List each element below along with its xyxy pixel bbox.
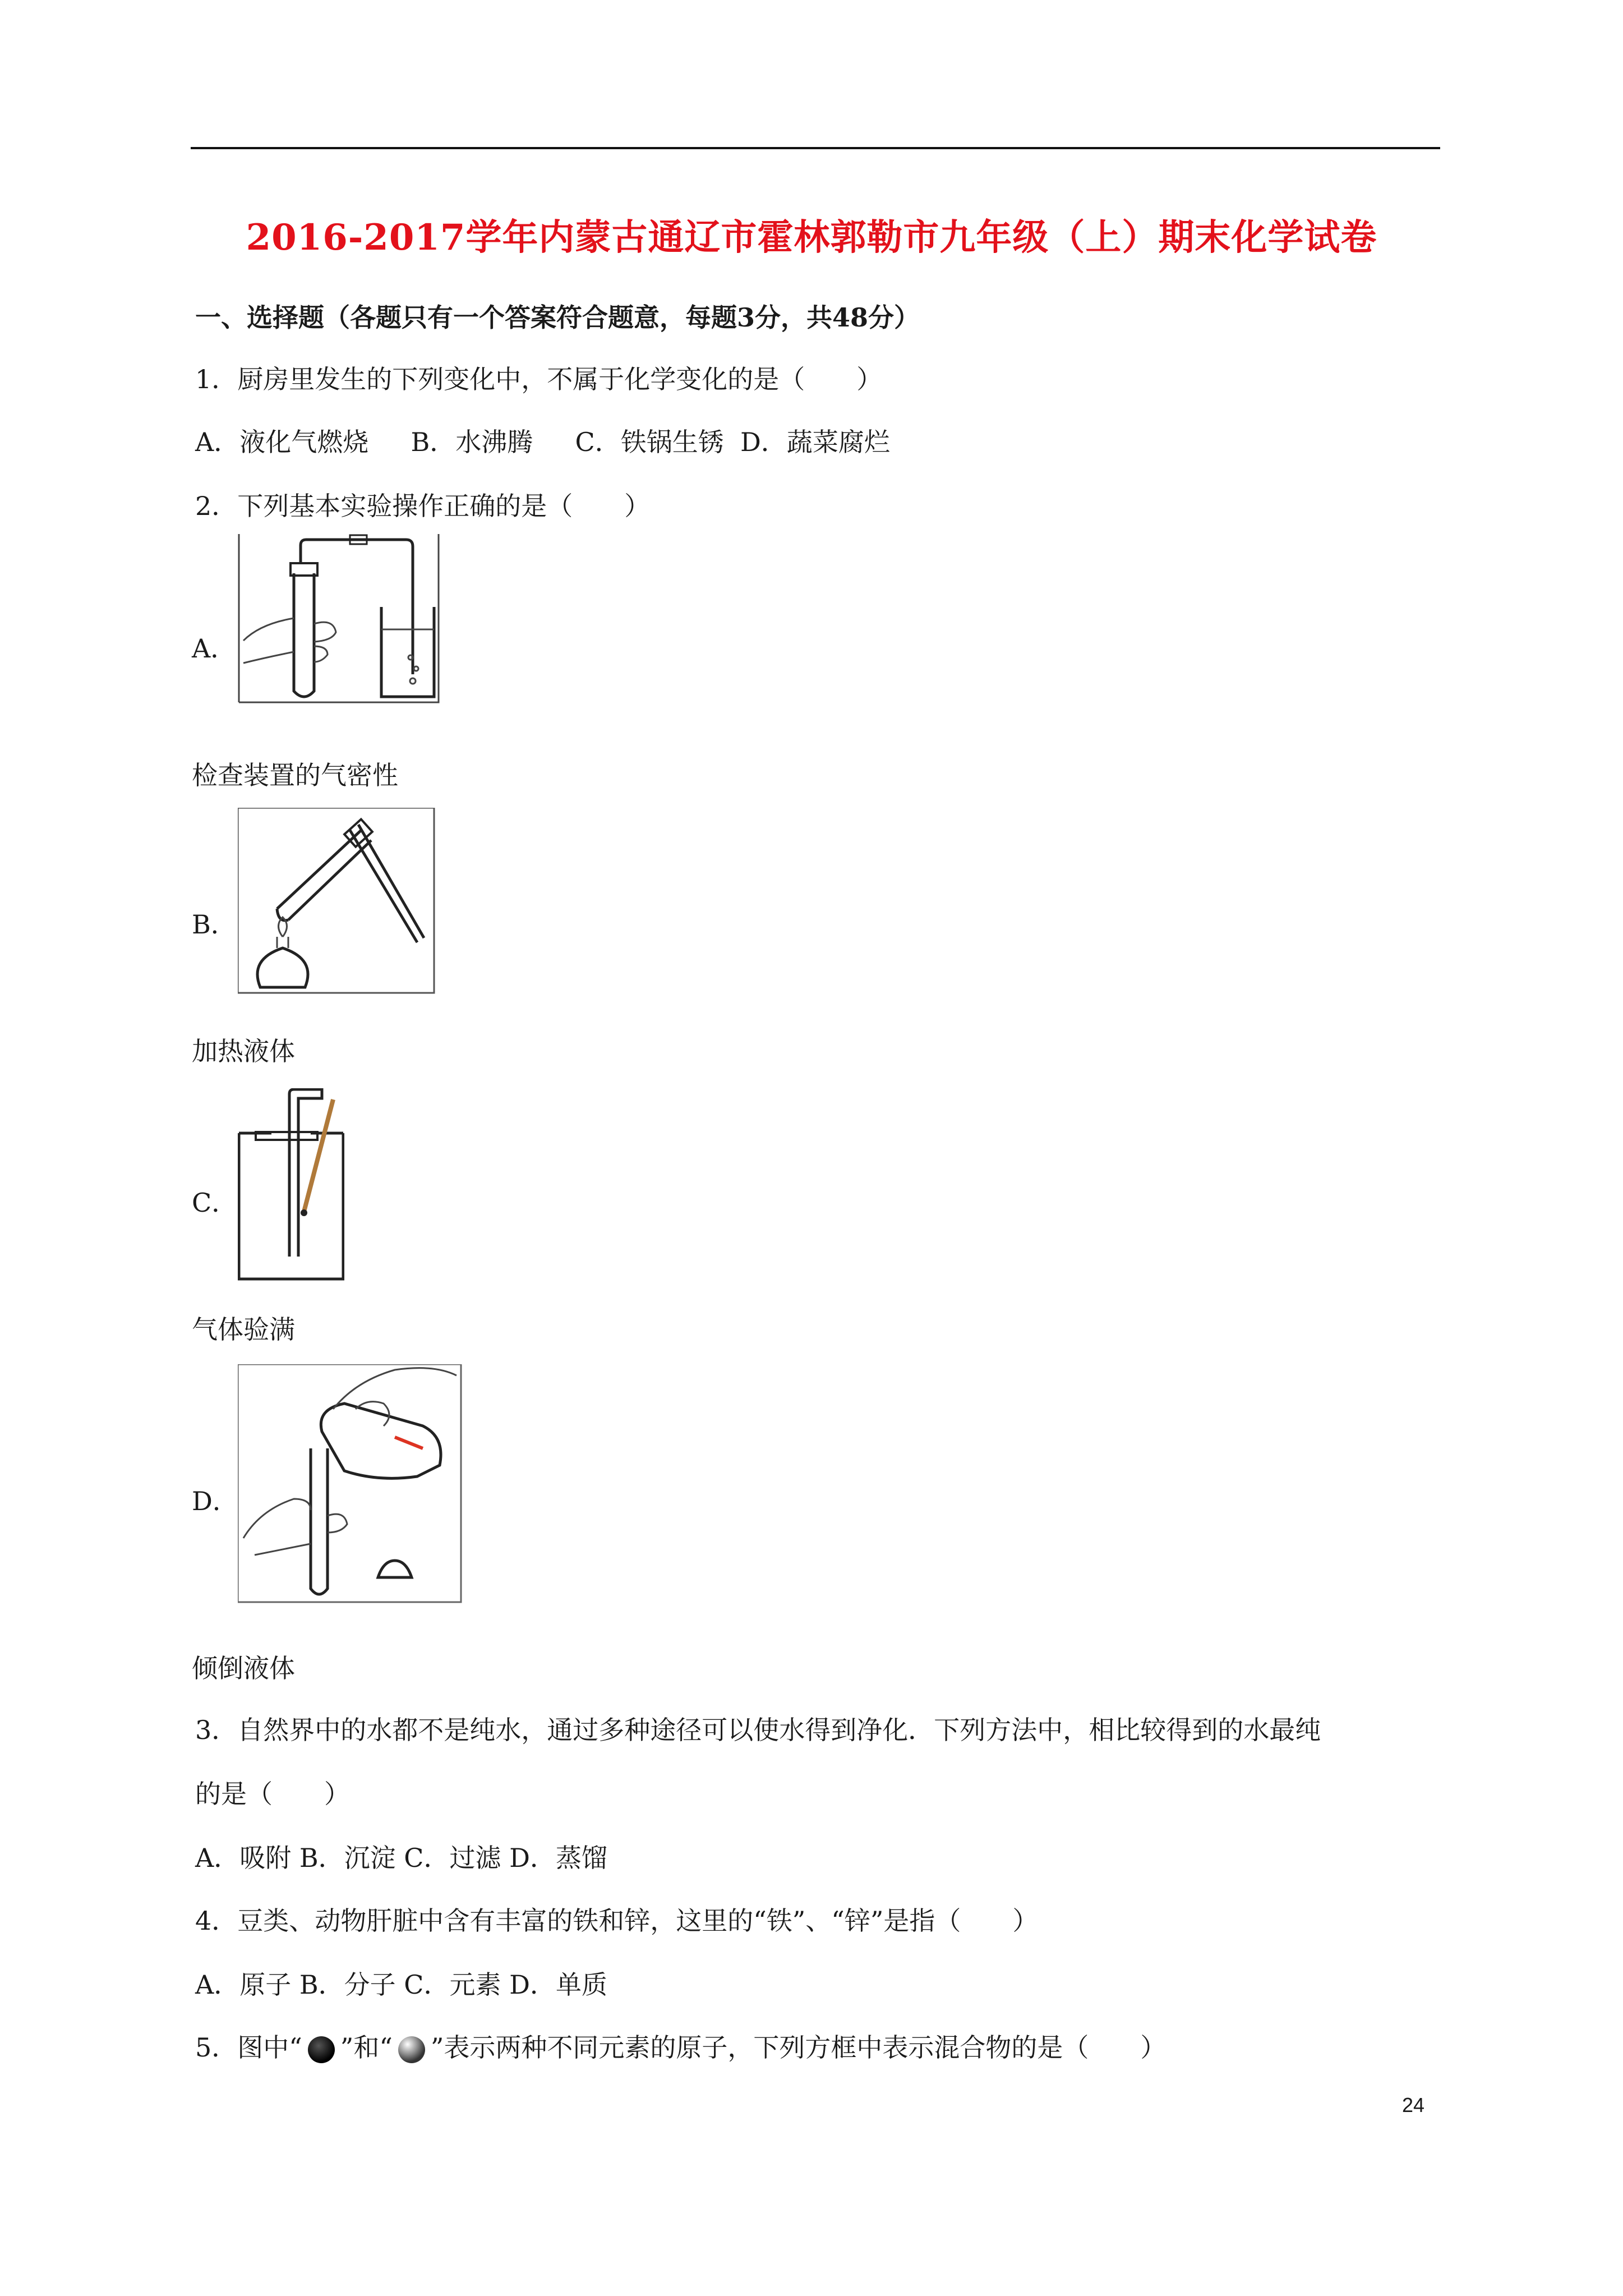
q3-stem-line2: 的是（ ） — [195, 1779, 350, 1809]
q3-stem-line1: 3．自然界中的水都不是纯水，通过多种途径可以使水得到净化．下列方法中，相比较得到的水最纯 — [195, 1715, 1321, 1745]
q2-stem: 2．下列基本实验操作正确的是（ ） — [195, 491, 651, 521]
q2-option-b-label: B． — [192, 909, 237, 940]
q2-option-b-caption: 加热液体 — [192, 1036, 295, 1066]
gas-full-test-figure — [238, 1088, 344, 1282]
q5-stem — [195, 2027, 1166, 2065]
q2-option-a-caption: 检查装置的气密性 — [192, 760, 398, 790]
heating-liquid-figure — [238, 808, 435, 996]
q2-option-c-label: C． — [192, 1188, 238, 1218]
page-number: 24 — [1402, 2093, 1425, 2116]
q5-middle: ”和“ — [340, 2032, 393, 2063]
q2-option-d-caption: 倾倒液体 — [192, 1653, 295, 1683]
q4-stem: 4．豆类、动物肝脏中含有丰富的铁和锌，这里的“铁”、“锌”是指（ ） — [195, 1906, 1039, 1936]
section-heading: 一、选择题（各题只有一个答案符合题意，每题3分，共48分） — [195, 302, 920, 333]
pouring-liquid-figure — [238, 1364, 462, 1603]
header-rule — [191, 147, 1440, 149]
q2-option-c-caption: 气体验满 — [192, 1314, 295, 1345]
page-title: 2016-2017学年内蒙古通辽市霍林郭勒市九年级（上）期末化学试卷 — [246, 217, 1377, 259]
gray-atom-icon — [393, 2035, 431, 2065]
airtightness-check-figure — [238, 534, 440, 708]
q4-options: A．原子 B．分子 C．元素 D．单质 — [195, 1970, 607, 2000]
black-atom-icon — [302, 2035, 340, 2065]
q3-options: A．吸附 B．沉淀 C．过滤 D．蒸馏 — [195, 1843, 607, 1873]
q5-suffix: ”表示两种不同元素的原子，下列方框中表示混合物的是（ ） — [430, 2032, 1166, 2063]
q1-options: A．液化气燃烧 B．水沸腾 C．铁锅生锈 D．蔬菜腐烂 — [195, 427, 890, 457]
q2-option-a-label: A． — [192, 633, 237, 664]
q2-option-d-label: D． — [192, 1486, 238, 1516]
q1-stem: 1．厨房里发生的下列变化中，不属于化学变化的是（ ） — [195, 364, 883, 394]
q5-prefix: 5．图中“ — [195, 2032, 302, 2063]
